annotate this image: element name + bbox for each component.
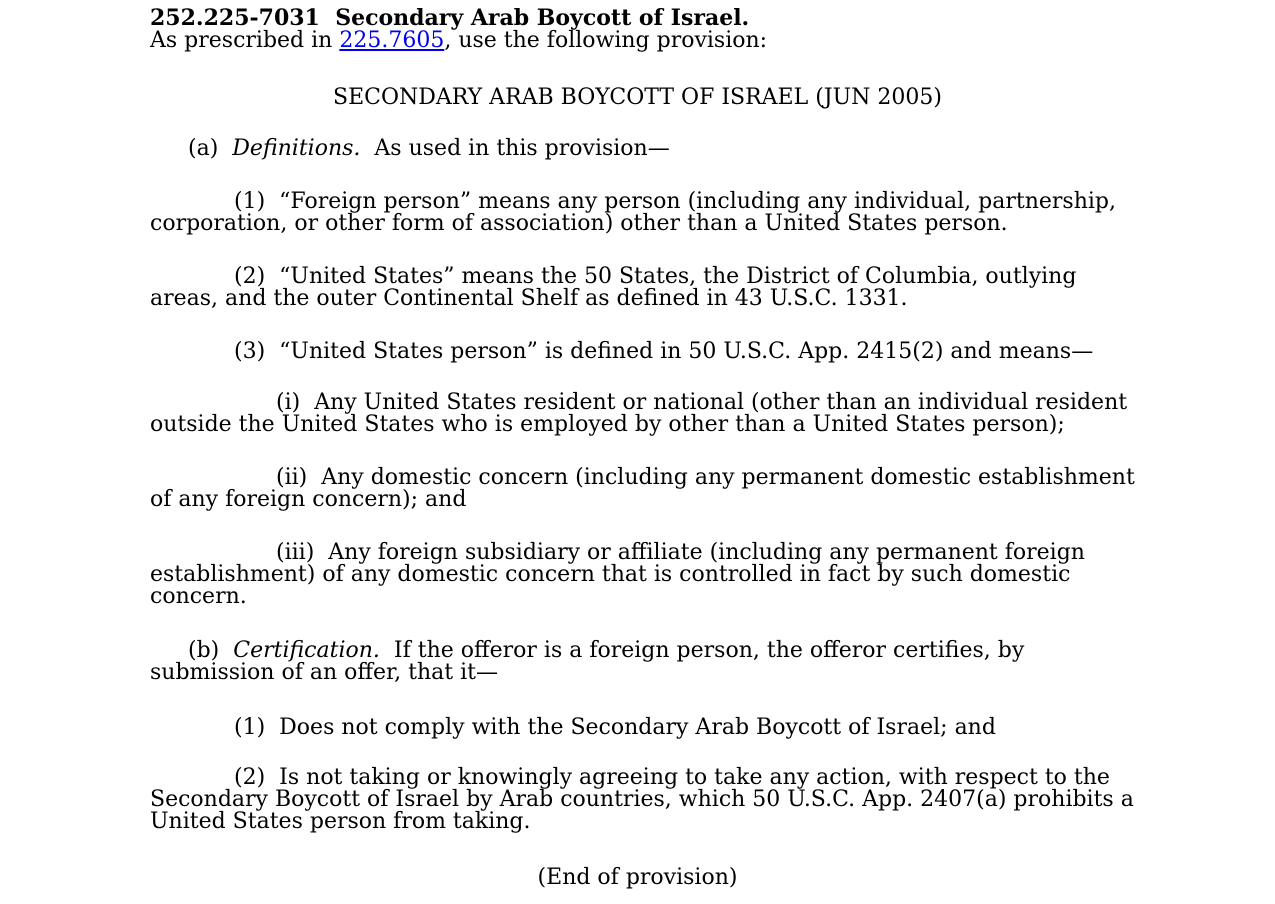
paragraph-a3-ii-label: (ii) — [276, 465, 308, 490]
provision-title: SECONDARY ARAB BOYCOTT OF ISRAEL (JUN 2005) — [333, 85, 942, 110]
prescription-line — [150, 29, 767, 53]
paragraph-a1-label: (1) — [234, 189, 266, 214]
end-of-provision: (End of provision) — [537, 865, 738, 890]
paragraph-a3-text: “United States person” is defined in 50 U.S.C. App. 2415(2) and means— — [279, 339, 1094, 364]
paragraph-a3-iii — [150, 542, 1150, 608]
paragraph-a1-text: “Foreign person” means any person (including any individual, partnership, corporation, or other form of association) other than a United States person. — [150, 189, 1116, 236]
paragraph-b2-label: (2) — [234, 765, 266, 790]
paragraph-a3-iii-text: Any foreign subsidiary or affiliate (including any permanent foreign establishment) of any domestic concern that is controlled in fact by such domestic concern. — [150, 540, 1085, 609]
paragraph-b1 — [150, 717, 1150, 739]
paragraph-b-label: (b) — [188, 638, 220, 663]
section-heading — [150, 6, 749, 30]
paragraph-a3-i-text: Any United States resident or national (other than an individual resident outside the United States who is employed by other than a United States person); — [150, 390, 1128, 437]
section-title: Secondary Arab Boycott of Israel. — [335, 5, 750, 31]
prescribed-suffix: , use the following provision: — [444, 28, 768, 53]
paragraph-a2-label: (2) — [234, 264, 266, 289]
prescribed-link[interactable]: 225.7605 — [339, 28, 445, 53]
paragraph-a2-text: “United States” means the 50 States, the District of Columbia, outlying areas, and the outer Continental Shelf as defined in 43 U.S.C. 1331. — [150, 264, 1077, 311]
paragraph-a3-iii-label: (iii) — [276, 540, 315, 565]
paragraph-b1-text: Does not comply with the Secondary Arab Boycott of Israel; and — [279, 715, 996, 740]
paragraph-a-heading: Definitions. — [232, 136, 361, 161]
paragraph-a3-i-label: (i) — [276, 390, 301, 415]
paragraph-a1 — [150, 191, 1150, 235]
paragraph-b2 — [150, 767, 1150, 833]
section-number: 252.225-7031 — [150, 5, 320, 31]
paragraph-a-text: As used in this provision— — [374, 136, 670, 161]
paragraph-a-label: (a) — [188, 136, 219, 161]
paragraph-a3-ii-text: Any domestic concern (including any permanent domestic establishment of any foreign concern); and — [150, 465, 1135, 512]
prescribed-prefix: As prescribed in — [150, 28, 340, 53]
paragraph-a3-ii — [150, 467, 1150, 511]
paragraph-b — [150, 640, 1150, 684]
paragraph-a — [150, 138, 1150, 160]
paragraph-b-heading: Certification. — [233, 638, 380, 663]
paragraph-b1-label: (1) — [234, 715, 266, 740]
paragraph-a3 — [150, 341, 1150, 363]
paragraph-a2 — [150, 266, 1150, 310]
paragraph-a3-i — [150, 392, 1150, 436]
paragraph-b-text: If the offeror is a foreign person, the offeror certifies, by submission of an offer, that it— — [150, 638, 1025, 685]
paragraph-a3-label: (3) — [234, 339, 266, 364]
paragraph-b2-text: Is not taking or knowingly agreeing to take any action, with respect to the Secondary Boycott of Israel by Arab countries, which 50 U.S.C. App. 2407(a) prohibits a United States person from taking. — [150, 765, 1134, 834]
